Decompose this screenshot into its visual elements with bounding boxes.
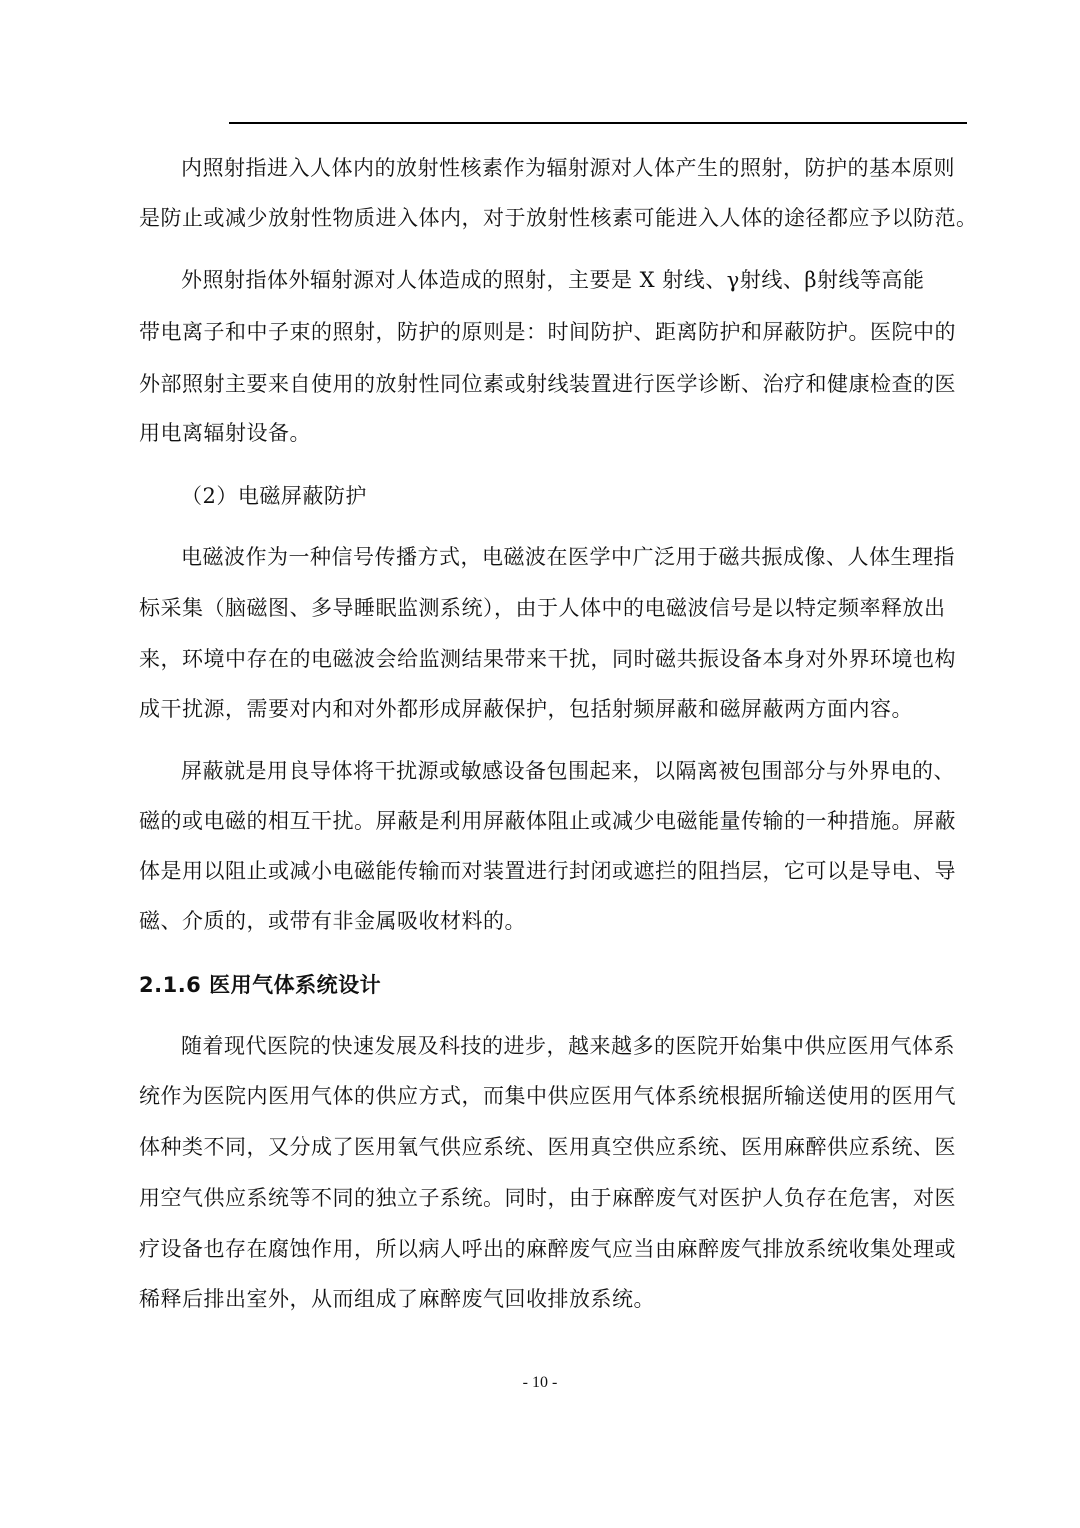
text-line: 外照射指体外辐射源对人体造成的照射，主要是 X 射线、γ射线、β射线等高能	[181, 268, 925, 292]
text-line: 用空气供应系统等不同的独立子系统。同时，由于麻醉废气对医护人负存在危害，对医	[139, 1186, 956, 1210]
text-line: 磁、介质的，或带有非金属吸收材料的。	[139, 909, 526, 933]
header-rule	[229, 122, 967, 124]
page-number: - 10 -	[522, 1374, 558, 1391]
text-line: 带电离子和中子束的照射，防护的原则是：时间防护、距离防护和屏蔽防护。医院中的	[139, 320, 956, 344]
text-line: 电磁波作为一种信号传播方式，电磁波在医学中广泛用于磁共振成像、人体生理指	[181, 545, 955, 569]
text-line: 屏蔽就是用良导体将干扰源或敏感设备包围起来，以隔离被包围部分与外界电的、	[181, 759, 955, 783]
text-line: 体种类不同，又分成了医用氧气供应系统、医用真空供应系统、医用麻醉供应系统、医	[139, 1135, 956, 1159]
text-line: 来，环境中存在的电磁波会给监测结果带来干扰，同时磁共振设备本身对外界环境也构	[139, 647, 956, 671]
text-line: 稀释后排出室外，从而组成了麻醉废气回收排放系统。	[139, 1287, 655, 1311]
text-line: 疗设备也存在腐蚀作用，所以病人呼出的麻醉废气应当由麻醉废气排放系统收集处理或	[139, 1237, 956, 1261]
section-heading: 2.1.6 医用气体系统设计	[139, 973, 382, 997]
subheading-em-shielding: （2）电磁屏蔽防护	[181, 484, 367, 508]
text-line: 外部照射主要来自使用的放射性同位素或射线装置进行医学诊断、治疗和健康检查的医	[139, 372, 956, 396]
text-line: 标采集（脑磁图、多导睡眠监测系统），由于人体中的电磁波信号是以特定频率释放出	[139, 596, 946, 620]
text-line: 体是用以阻止或减小电磁能传输而对装置进行封闭或遮拦的阻挡层，它可以是导电、导	[139, 859, 956, 883]
text-line: 用电离辐射设备。	[139, 421, 311, 445]
text-line: 磁的或电磁的相互干扰。屏蔽是利用屏蔽体阻止或减少电磁能量传输的一种措施。屏蔽	[139, 809, 956, 833]
text-line: 是防止或减少放射性物质进入体内，对于放射性核素可能进入人体的途径都应予以防范。	[139, 206, 978, 230]
text-line: 内照射指进入人体内的放射性核素作为辐射源对人体产生的照射，防护的基本原则	[181, 156, 955, 180]
text-line: 统作为医院内医用气体的供应方式，而集中供应医用气体系统根据所输送使用的医用气	[139, 1084, 956, 1108]
text-line: 成干扰源，需要对内和对外都形成屏蔽保护，包括射频屏蔽和磁屏蔽两方面内容。	[139, 697, 913, 721]
text-line: 随着现代医院的快速发展及科技的进步，越来越多的医院开始集中供应医用气体系	[181, 1034, 955, 1058]
